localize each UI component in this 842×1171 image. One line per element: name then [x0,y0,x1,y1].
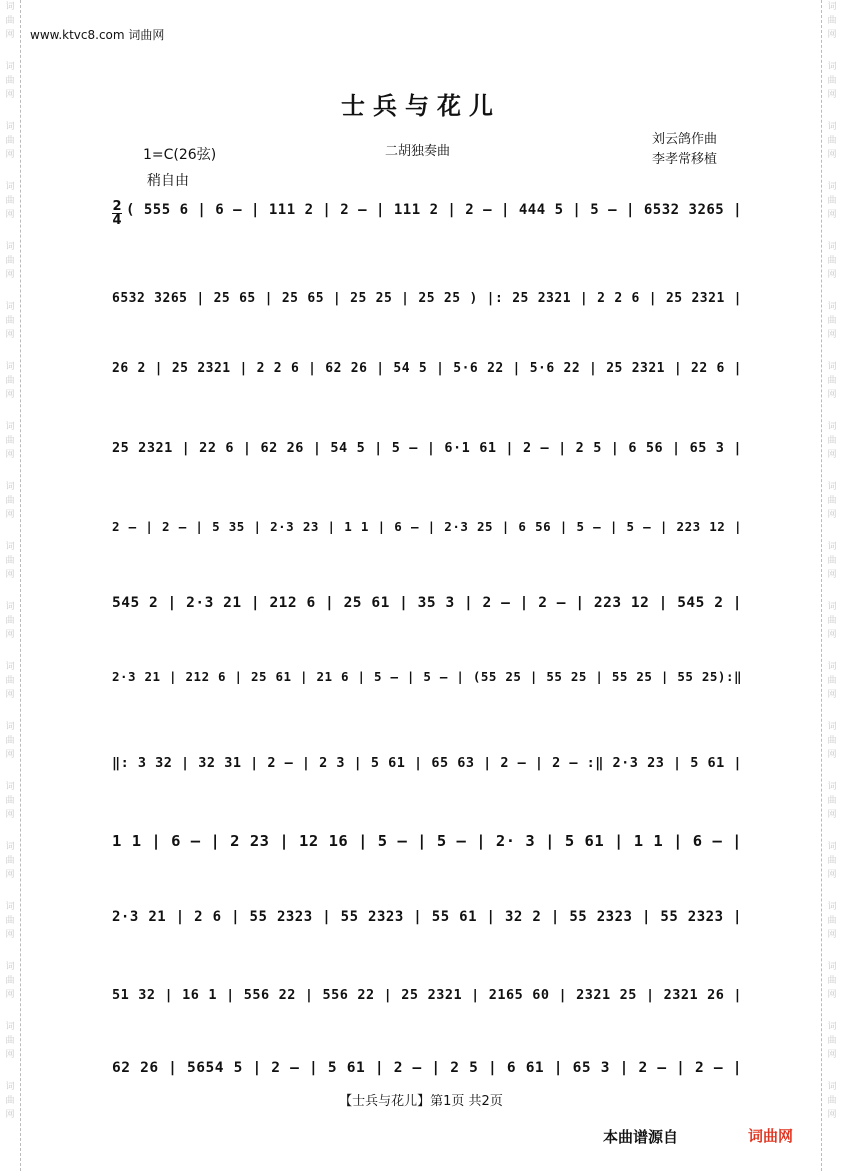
watermark-char: 网 [5,930,15,940]
watermark-char: 词 [5,602,15,612]
watermark-char: 网 [5,390,15,400]
staff-line-3 [112,343,742,393]
watermark-char: 词 [827,1082,837,1092]
staff-notes: 2·3 21 | 2 6 | 55 2323 | 55 2323 | 55 61 | 32 2 | 55 2323 | 55 2323 | [112,909,742,925]
watermark-char: 曲 [827,916,837,926]
tempo-marking: 稍自由 [147,173,189,189]
watermark-char: 曲 [5,436,15,446]
staff-notes: 2·3 21 | 212 6 | 25 61 | 21 6 | 5 – | 5 – | (55 25 | 55 25 | 55 25 | 55 25):‖ [112,668,742,684]
staff-notes: ( 555 6 | 6 – | 111 2 | 2 – | 111 2 | 2 – | 444 5 | 5 – | 6532 3265 | [126,202,742,218]
watermark-char: 曲 [827,196,837,206]
watermark-char: 词 [827,482,837,492]
watermark-char: 曲 [827,556,837,566]
watermark-char: 曲 [827,316,837,326]
watermark-char: 网 [5,30,15,40]
staff-line-11 [112,970,742,1020]
watermark-char: 词 [5,482,15,492]
watermark-char: 曲 [5,496,15,506]
watermark-char: 曲 [5,376,15,386]
watermark-char: 网 [5,150,15,160]
watermark-char: 曲 [5,916,15,926]
watermark-char: 网 [827,930,837,940]
staff-line-5 [112,501,742,551]
staff-line-9 [112,816,742,866]
staff-notes: 25 2321 | 22 6 | 62 26 | 54 5 | 5 – | 6·1 61 | 2 – | 2 5 | 6 56 | 65 3 | [112,440,742,456]
watermark-char: 网 [5,990,15,1000]
watermark-char: 曲 [827,676,837,686]
staff-line-10 [112,892,742,942]
watermark-char: 曲 [827,1036,837,1046]
page-caption: 【士兵与花儿】第1页 共2页 [339,1094,503,1109]
watermark-char: 网 [5,690,15,700]
watermark-char: 曲 [827,16,837,26]
watermark-char: 曲 [5,316,15,326]
credits [652,130,717,170]
staff-notes: 51 32 | 16 1 | 556 22 | 556 22 | 25 2321 | 2165 60 | 2321 25 | 2321 26 | [112,987,742,1003]
watermark-char: 词 [827,662,837,672]
watermark-char: 词 [5,182,15,192]
watermark-char: 曲 [827,136,837,146]
watermark-char: 网 [5,450,15,460]
watermark-char: 词 [5,542,15,552]
watermark-char: 曲 [5,256,15,266]
watermark-char: 网 [5,330,15,340]
watermark-char: 曲 [827,376,837,386]
watermark-char: 词 [827,422,837,432]
watermark-char: 词 [827,542,837,552]
watermark-char: 网 [5,630,15,640]
genre-label: 二胡独奏曲 [385,144,451,159]
watermark-char: 词 [5,722,15,732]
watermark-char: 词 [5,2,15,12]
watermark-char: 词 [5,902,15,912]
watermark-char: 词 [827,962,837,972]
watermark-char: 曲 [827,736,837,746]
watermark-char: 词 [827,362,837,372]
composer-credit: 刘云鸽作曲 [652,132,718,147]
watermark-char: 网 [827,330,837,340]
watermark-char: 网 [5,1050,15,1060]
watermark-char: 网 [827,450,837,460]
watermark-char: 曲 [5,196,15,206]
staff-notes: ‖: 3 32 | 32 31 | 2 – | 2 3 | 5 61 | 65 63 | 2 – | 2 – :‖ 2·3 23 | 5 61 | [112,755,742,771]
watermark-char: 曲 [827,796,837,806]
left-watermark-column [0,0,20,1140]
watermark-char: 曲 [5,136,15,146]
staff-line-12 [112,1043,742,1093]
time-signature-top: 2 [112,199,122,214]
source-label: 本曲谱源自 [603,1128,679,1146]
watermark-char: 曲 [5,796,15,806]
watermark-char: 词 [5,62,15,72]
watermark-char: 曲 [827,496,837,506]
watermark-char: 词 [827,602,837,612]
watermark-char: 词 [5,362,15,372]
staff-line-7 [112,651,742,701]
watermark-char: 网 [827,270,837,280]
watermark-char: 曲 [827,976,837,986]
watermark-char: 曲 [827,1096,837,1106]
staff-line-8 [112,738,742,788]
watermark-char: 曲 [5,1096,15,1106]
watermark-char: 词 [5,242,15,252]
watermark-char: 词 [827,122,837,132]
watermark-char: 词 [5,962,15,972]
watermark-char: 词 [827,182,837,192]
watermark-char: 曲 [827,76,837,86]
watermark-char: 网 [827,690,837,700]
staff-notes: 6532 3265 | 25 65 | 25 65 | 25 25 | 25 25 ) |: 25 2321 | 2 2 6 | 25 2321 | [112,290,742,306]
watermark-char: 曲 [5,556,15,566]
staff-notes: 2 – | 2 – | 5 35 | 2·3 23 | 1 1 | 6 – | 2·3 25 | 6 56 | 5 – | 5 – | 223 12 | [112,518,742,534]
watermark-char: 曲 [5,976,15,986]
watermark-char: 网 [827,570,837,580]
staff-notes: 545 2 | 2·3 21 | 212 6 | 25 61 | 35 3 | 2 – | 2 – | 223 12 | 545 2 | [112,595,742,611]
watermark-char: 词 [827,722,837,732]
watermark-char: 词 [827,302,837,312]
watermark-char: 曲 [827,616,837,626]
watermark-char: 网 [827,30,837,40]
watermark-char: 词 [827,62,837,72]
watermark-char: 网 [827,990,837,1000]
watermark-char: 曲 [827,436,837,446]
watermark-char: 曲 [827,256,837,266]
watermark-char: 词 [827,242,837,252]
watermark-char: 网 [827,1050,837,1060]
watermark-char: 网 [5,270,15,280]
watermark-char: 网 [827,870,837,880]
arranger-credit: 李孝常移植 [652,152,718,167]
watermark-char: 词 [827,1022,837,1032]
watermark-char: 词 [5,1082,15,1092]
watermark-char: 曲 [5,736,15,746]
watermark-char: 词 [5,1022,15,1032]
staff-notes: 1 1 | 6 – | 2 23 | 12 16 | 5 – | 5 – | 2· 3 | 5 61 | 1 1 | 6 – | [112,832,742,850]
staff-line-1 [126,185,742,235]
watermark-char: 词 [827,902,837,912]
staff-line-2 [112,273,742,323]
watermark-char: 网 [5,750,15,760]
time-signature [112,200,122,227]
watermark-char: 词 [827,842,837,852]
watermark-char: 曲 [5,676,15,686]
right-watermark-column [822,0,842,1140]
watermark-char: 网 [5,90,15,100]
watermark-char: 曲 [5,616,15,626]
watermark-char: 网 [5,810,15,820]
watermark-char: 网 [827,210,837,220]
staff-line-4 [112,423,742,473]
watermark-char: 曲 [827,856,837,866]
watermark-char: 曲 [5,16,15,26]
watermark-char: 网 [5,870,15,880]
watermark-char: 词 [5,782,15,792]
watermark-char: 词 [5,662,15,672]
watermark-char: 网 [5,1110,15,1120]
key-signature: 1=C(26弦) [143,147,217,163]
watermark-char: 网 [827,90,837,100]
watermark-char: 词 [5,302,15,312]
watermark-char: 词 [5,842,15,852]
watermark-char: 网 [5,210,15,220]
brand-label: 词曲网 [748,1127,794,1145]
watermark-char: 网 [827,390,837,400]
watermark-char: 曲 [5,76,15,86]
watermark-char: 曲 [5,1036,15,1046]
watermark-char: 网 [827,810,837,820]
watermark-char: 网 [827,630,837,640]
watermark-char: 网 [827,1110,837,1120]
staff-notes: 62 26 | 5654 5 | 2 – | 5 61 | 2 – | 2 5 | 6 61 | 65 3 | 2 – | 2 – | [112,1060,742,1076]
time-signature-bottom: 4 [112,213,122,228]
watermark-char: 网 [5,510,15,520]
watermark-char: 曲 [5,856,15,866]
watermark-char: 网 [827,510,837,520]
watermark-char: 网 [827,750,837,760]
watermark-char: 词 [827,782,837,792]
score-title: 士兵与花儿 [341,91,501,120]
staff-line-6 [112,578,742,628]
watermark-char: 网 [827,150,837,160]
source-url: www.ktvc8.com 词曲网 [30,28,165,42]
staff-notes: 26 2 | 25 2321 | 2 2 6 | 62 26 | 54 5 | 5·6 22 | 5·6 22 | 25 2321 | 22 6 | [112,360,742,376]
watermark-char: 词 [5,122,15,132]
watermark-char: 网 [5,570,15,580]
watermark-char: 词 [827,2,837,12]
watermark-char: 词 [5,422,15,432]
